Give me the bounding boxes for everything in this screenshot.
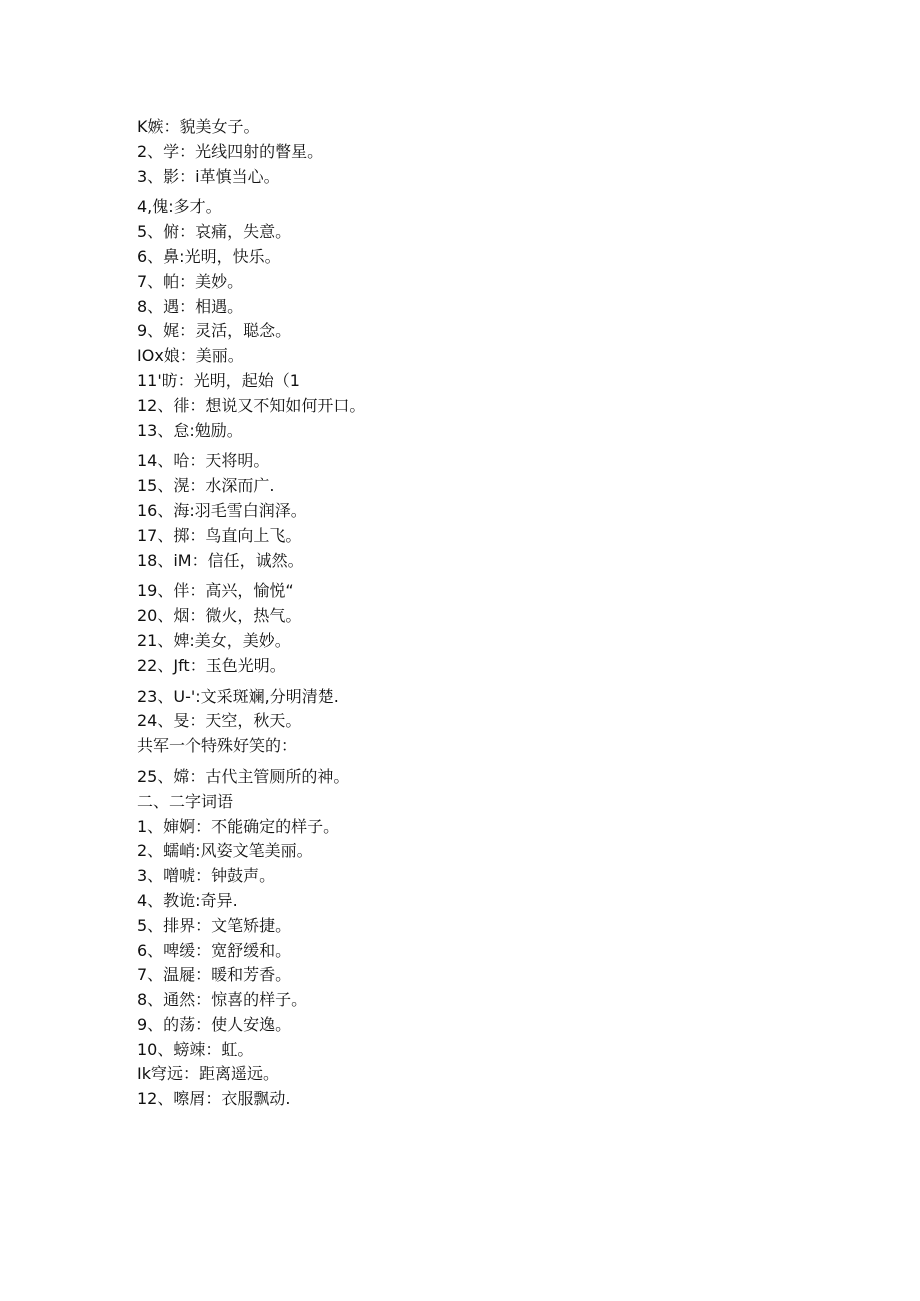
list-item: Ik穹远：距离遥远。 [137,1064,279,1084]
list-item: 10、螃竦：虹。 [137,1039,254,1059]
vocabulary-list [137,115,837,1112]
list-item: 4,傀:多才。 [137,197,222,217]
list-item: 7、温屣：暖和芳香。 [137,965,292,985]
list-item: 9、娓：灵活，聪念。 [137,321,292,341]
list-item: 11'昉：光明，起始（1 [137,370,300,390]
list-item: 24、旻：天空，秋天。 [137,711,302,731]
list-item: 17、掷：鸟直向上飞。 [137,525,302,545]
list-item: 5、排界：文笔矫捷。 [137,915,292,935]
list-item: 12、嚓屑：衣服飘动. [137,1089,291,1109]
list-item: 3、影：i革慎当心。 [137,166,280,186]
list-item: K嫉：貌美女子。 [137,117,260,136]
list-item: 1、婶婀：不能确定的样子。 [137,816,340,836]
list-item: 4、教诡:奇异. [137,890,238,910]
list-item: 3、噌唬：钟鼓声。 [137,866,276,886]
list-item: 8、通然：惊喜的样子。 [137,990,308,1010]
list-item: 14、哈：天将明。 [137,451,270,471]
list-item: 18、iM：信任，诚然。 [137,550,304,570]
list-item: 8、遇：相遇。 [137,296,244,316]
list-item: 5、俯：哀痛，失意。 [137,222,292,242]
list-item: 20、烟：微火，热气。 [137,606,302,626]
list-item: 23、U-':文采斑斓,分明清楚. [137,686,339,706]
list-item: 9、的荡：使人安逸。 [137,1014,292,1034]
list-item: 21、婢:美女，美妙。 [137,630,291,650]
list-item: 共军一个特殊好笑的： [137,736,298,756]
list-item: 6、鼻:光明，快乐。 [137,246,281,266]
list-item: 19、伴：高兴，愉悦“ [137,581,294,601]
list-item: 25、嫦：古代主管厕所的神。 [137,766,350,786]
list-item: 2、学：光线四射的瞥星。 [137,141,324,161]
list-item: 22、Jft：玉色光明。 [137,655,286,675]
section-heading: 二、二字词语 [137,791,234,811]
list-item: 16、海:羽毛雪白润泽。 [137,500,307,520]
list-item: 7、帕：美妙。 [137,271,244,291]
list-item: 13、怠:勉励。 [137,420,243,440]
list-item: 12、徘：想说又不知如何开口。 [137,395,366,415]
list-item: 15、滉：水深而广. [137,476,275,496]
list-item: 2、蠕峭:风姿文笔美丽。 [137,841,313,861]
list-item: IOx娘：美丽。 [137,346,244,366]
list-item: 6、啤缓：宽舒缓和。 [137,940,292,960]
